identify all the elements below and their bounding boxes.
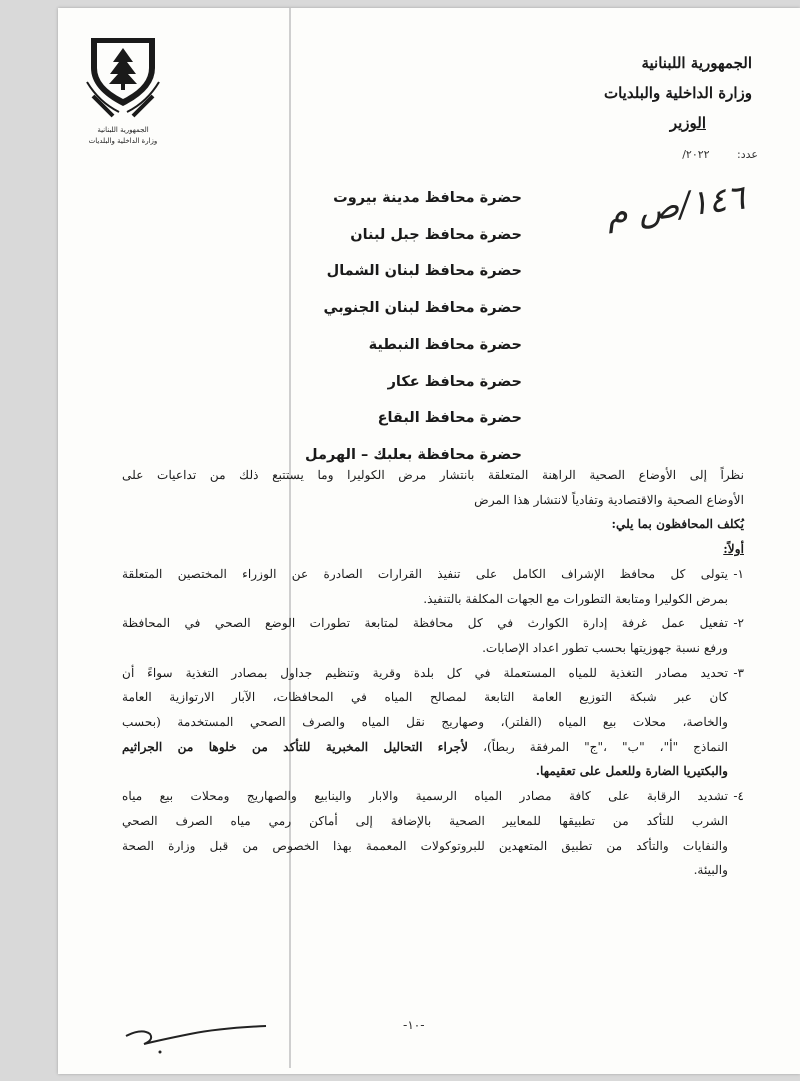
intro-line: نظراً إلى الأوضاع الصحية الراهنة المتعلقة بانتشار مرض الكوليرا وما يستتبع ذلك من تداعيات على: [122, 468, 744, 482]
reference-label: عدد:: [737, 148, 758, 161]
item-line: يتولى كل محافظ الإشراف الكامل على تنفيذ القرارات الصادرة عن الوزراء المختصين المتعلقة: [122, 566, 728, 581]
logo-caption-line2: وزارة الداخلية والبلديات: [88, 137, 158, 145]
item-line: تفعيل عمل غرفة إدارة الكوارث في كل محافظة لمتابعة تطورات الوضع الصحي في المحافظة: [122, 616, 728, 631]
addressee: حضرة محافظ عكار: [387, 373, 522, 390]
item-number: ٣-: [733, 665, 744, 680]
item-line: [122, 735, 728, 760]
ministry-logo: [83, 32, 163, 146]
item-number: ٤-: [733, 789, 744, 804]
ministry-title: وزارة الداخلية والبلديات: [603, 84, 752, 102]
item-line: ورفع نسبة جهوزيتها بحسب تطور اعداد الإصابات.: [482, 640, 728, 655]
item-number: ٢-: [733, 616, 744, 631]
document-page: [58, 8, 800, 1074]
section-first-heading: أولاً:: [723, 542, 744, 557]
addressee: حضرة محافظ جبل لبنان: [350, 226, 522, 243]
item-line: بمرض الكوليرا ومتابعة التطورات مع الجهات المكلفة بالتنفيذ.: [423, 591, 728, 606]
list-item: [122, 562, 744, 611]
item-number: ١-: [733, 566, 744, 581]
item-text: النماذج "أ"، "ب" ،"ج" المرفقة ربطاً)،: [483, 739, 728, 754]
item-line: والبكتيريا الضارة وللعمل على تعقيمها.: [535, 764, 728, 779]
minister-title: الوزير: [669, 114, 706, 132]
handwritten-reference: ١٤٦/ص م: [604, 177, 748, 235]
republic-title: الجمهورية اللبنانية: [641, 54, 752, 72]
intro-line: الأوضاع الصحية والاقتصادية وتفادياً لانتشار هذا المرض: [474, 492, 744, 507]
addressee: حضرة محافظ لبنان الجنوبي: [323, 300, 522, 317]
addressee: حضرة محافظ البقاع: [377, 410, 522, 427]
mandate-heading: يُكلف المحافظون بما يلي:: [611, 517, 744, 532]
addressee: حضرة محافظ مدينة بيروت: [333, 190, 522, 206]
item-line: كان عبر شبكة التوزيع العامة التابعة لمصالح المياه في المحافظات، الآبار الارتوازية العامة: [122, 690, 728, 705]
item-line: والخاصة، محلات بيع المياه (الفلتر)، وصهاريج نقل المياه والصرف الصحي المستخدمة (بحسب: [122, 715, 728, 730]
letterhead: [512, 48, 752, 138]
item-line: والنفايات والتأكد من تطبيق المتعهدين للبروتوكولات المعممة بهذا الخصوص من قبل وزارة الصحة: [122, 838, 728, 853]
cedar-shield-icon: [83, 32, 163, 120]
addressee: حضرة محافظة بعلبك – الهرمل: [305, 446, 522, 463]
reference-line: [588, 148, 758, 161]
item-line: والبيئة.: [693, 863, 728, 878]
item-line: تشديد الرقابة على كافة مصادر المياه الرسمية والابار والينابيع والصهاريج ومحلات بيع مياه: [122, 789, 728, 804]
list-item: [122, 661, 744, 785]
page-number: -١٠-: [403, 1018, 425, 1032]
list-item: [122, 784, 744, 883]
reference-value: ٢٠٢٢/: [682, 148, 710, 161]
item-line: تحديد مصادر التغذية للمياه المستعملة في كل بلدة وقرية وتنظيم جداول بمصادر التغذية سواءً أن: [122, 665, 728, 680]
item-bold-text: لأجراء التحاليل المخبرية للتأكد من خلوها من الجراثيم: [122, 739, 469, 754]
addressee: حضرة محافظ النبطية: [368, 336, 522, 353]
logo-caption-line1: الجمهورية اللبنانية: [97, 126, 149, 134]
signature-mark: [120, 1018, 270, 1058]
list-item: [122, 611, 744, 660]
addressee: حضرة محافظ لبنان الشمال: [326, 263, 522, 280]
item-line: الشرب للتأكد من تطبيقها للمعايير الصحية بالإضافة إلى أماكن رمي مياه الصرف الصحي: [122, 813, 728, 828]
letter-body: [122, 463, 744, 883]
addressee-list: [192, 180, 522, 474]
